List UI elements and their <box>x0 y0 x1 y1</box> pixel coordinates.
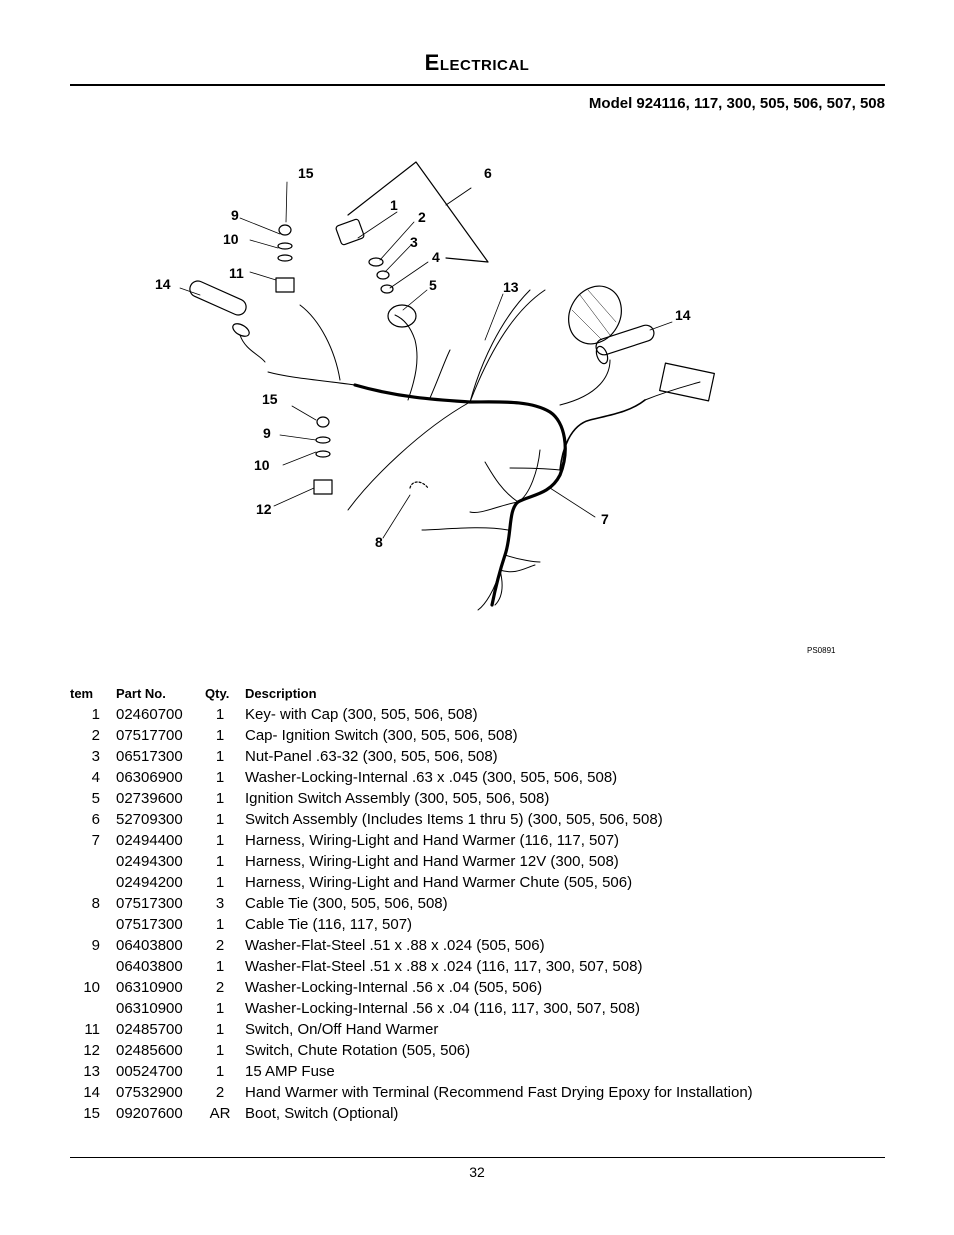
callout-10-top: 10 <box>223 231 239 247</box>
row-qty: 1 <box>215 874 225 891</box>
row-qty: 1 <box>215 1021 225 1038</box>
row-item <box>70 956 100 977</box>
callout-9-top: 9 <box>231 207 239 223</box>
header-rule <box>70 84 885 86</box>
table-row <box>70 977 753 998</box>
row-part-no: 06403800 <box>116 958 183 975</box>
row-part-no: 02494400 <box>116 832 183 849</box>
row-item <box>70 914 100 935</box>
row-qty: 1 <box>215 853 225 870</box>
table-row <box>70 788 753 809</box>
row-description: Washer-Locking-Internal .56 x .04 (505, 506) <box>245 979 543 996</box>
row-item <box>70 872 100 893</box>
row-item <box>70 851 100 872</box>
callout-6: 6 <box>484 165 492 181</box>
header-description: Description <box>245 686 317 701</box>
row-part-no: 00524700 <box>116 1063 183 1080</box>
callout-15-top: 15 <box>298 165 314 181</box>
table-row <box>70 1082 753 1103</box>
row-qty: 1 <box>215 1000 225 1017</box>
table-row <box>70 935 753 956</box>
row-item: 15 <box>83 1105 100 1122</box>
row-qty: 3 <box>215 895 225 912</box>
row-part-no: 02485600 <box>116 1042 183 1059</box>
row-description: Hand Warmer with Terminal (Recommend Fast Drying Epoxy for Installation) <box>245 1084 753 1101</box>
table-row <box>70 998 753 1019</box>
row-part-no: 07532900 <box>116 1084 183 1101</box>
row-qty: 1 <box>215 958 225 975</box>
row-description: Harness, Wiring-Light and Hand Warmer Chute (505, 506) <box>245 874 633 891</box>
model-heading: Model 924116, 117, 300, 505, 506, 507, 508 <box>588 95 885 112</box>
row-item: 8 <box>91 895 100 912</box>
row-item: 9 <box>91 937 100 954</box>
parts-table <box>70 682 753 1124</box>
row-qty: 1 <box>215 916 225 933</box>
callout-14-left: 14 <box>155 276 171 292</box>
row-description: Cable Tie (116, 117, 507) <box>245 916 413 933</box>
callout-8: 8 <box>375 534 383 550</box>
row-item: 13 <box>83 1063 100 1080</box>
header-qty: Qty. <box>205 686 230 701</box>
row-part-no: 02494200 <box>116 874 183 891</box>
row-description: Nut-Panel .63-32 (300, 505, 506, 508) <box>245 748 498 765</box>
row-qty: 2 <box>215 979 225 996</box>
callout-1: 1 <box>390 197 398 213</box>
row-qty: 1 <box>215 811 225 828</box>
row-item: 14 <box>83 1084 100 1101</box>
row-qty: 1 <box>215 1063 225 1080</box>
row-part-no: 02485700 <box>116 1021 183 1038</box>
callout-4: 4 <box>432 249 440 265</box>
table-row <box>70 746 753 767</box>
row-part-no: 06310900 <box>116 979 183 996</box>
row-part-no: 07517300 <box>116 895 183 912</box>
row-item: 4 <box>91 769 100 786</box>
row-part-no: 06517300 <box>116 748 183 765</box>
table-row <box>70 893 753 914</box>
row-item: 3 <box>91 748 100 765</box>
callout-11: 11 <box>229 265 244 281</box>
callout-2: 2 <box>418 209 426 225</box>
table-row <box>70 851 753 872</box>
row-item <box>70 998 100 1019</box>
header-item: tem <box>70 686 94 701</box>
callout-3: 3 <box>410 234 418 250</box>
table-row <box>70 767 753 788</box>
row-item: 7 <box>91 832 100 849</box>
row-part-no: 02739600 <box>116 790 183 807</box>
row-qty: 1 <box>215 748 225 765</box>
row-description: Boot, Switch (Optional) <box>245 1105 399 1122</box>
row-description: Washer-Flat-Steel .51 x .88 x .024 (116, 117, 300, 507, 508) <box>245 958 643 975</box>
row-part-no: 07517300 <box>116 916 183 933</box>
row-part-no: 52709300 <box>116 811 183 828</box>
row-qty: 1 <box>215 1042 225 1059</box>
row-description: Harness, Wiring-Light and Hand Warmer 12V (300, 508) <box>245 853 619 870</box>
callout-15-bottom: 15 <box>262 391 278 407</box>
row-description: Cap- Ignition Switch (300, 505, 506, 508) <box>245 727 518 744</box>
table-row <box>70 830 753 851</box>
row-item: 1 <box>91 706 100 723</box>
row-item: 5 <box>91 790 100 807</box>
page-number: 32 <box>469 1164 485 1180</box>
table-row <box>70 725 753 746</box>
table-row <box>70 1019 753 1040</box>
row-part-no: 07517700 <box>116 727 183 744</box>
row-description: Switch, On/Off Hand Warmer <box>245 1021 439 1038</box>
table-row <box>70 1103 753 1124</box>
table-row <box>70 872 753 893</box>
row-item: 11 <box>84 1021 100 1038</box>
callout-5: 5 <box>429 277 437 293</box>
row-qty: 2 <box>215 1084 225 1101</box>
row-qty: 1 <box>215 769 225 786</box>
callout-7: 7 <box>601 511 609 527</box>
row-description: Switch Assembly (Includes Items 1 thru 5) (300, 505, 506, 508) <box>245 811 663 828</box>
row-description: Harness, Wiring-Light and Hand Warmer (116, 117, 507) <box>245 832 620 849</box>
table-row <box>70 1040 753 1061</box>
row-qty: 1 <box>215 727 225 744</box>
header-part-no: Part No. <box>116 686 166 701</box>
row-part-no: 02460700 <box>116 706 183 723</box>
callout-9-bottom: 9 <box>263 425 271 441</box>
row-part-no: 06403800 <box>116 937 183 954</box>
row-description: Washer-Flat-Steel .51 x .88 x .024 (505, 506) <box>245 937 545 954</box>
row-part-no: 02494300 <box>116 853 183 870</box>
row-description: Ignition Switch Assembly (300, 505, 506, 508) <box>245 790 550 807</box>
row-part-no: 09207600 <box>116 1105 183 1122</box>
row-part-no: 06310900 <box>116 1000 183 1017</box>
row-item: 12 <box>83 1042 100 1059</box>
electrical-diagram <box>140 150 840 660</box>
row-description: Washer-Locking-Internal .63 x .045 (300, 505, 506, 508) <box>245 769 618 786</box>
callout-12: 12 <box>256 501 272 517</box>
callout-10-bottom: 10 <box>254 457 270 473</box>
row-description: 15 AMP Fuse <box>245 1063 335 1080</box>
row-description: Cable Tie (300, 505, 506, 508) <box>245 895 448 912</box>
table-row <box>70 704 753 725</box>
row-description: Key- with Cap (300, 505, 506, 508) <box>245 706 478 723</box>
table-row <box>70 914 753 935</box>
table-row <box>70 956 753 977</box>
table-row <box>70 809 753 830</box>
callout-14-right: 14 <box>675 307 691 323</box>
callout-13: 13 <box>503 279 519 295</box>
row-qty: 1 <box>215 706 225 723</box>
row-qty: 2 <box>215 937 225 954</box>
row-part-no: 06306900 <box>116 769 183 786</box>
row-item: 6 <box>91 811 100 828</box>
page-title: Electrical <box>424 50 530 75</box>
row-description: Washer-Locking-Internal .56 x .04 (116, 117, 300, 507, 508) <box>245 1000 640 1017</box>
row-description: Switch, Chute Rotation (505, 506) <box>245 1042 471 1059</box>
row-qty: 1 <box>215 790 225 807</box>
row-qty: AR <box>209 1105 231 1122</box>
footer-rule <box>70 1157 885 1158</box>
table-header-row <box>70 682 753 704</box>
diagram-code: PS0891 <box>807 646 836 655</box>
table-row <box>70 1061 753 1082</box>
row-qty: 1 <box>215 832 225 849</box>
row-item: 10 <box>83 979 100 996</box>
row-item: 2 <box>91 727 100 744</box>
